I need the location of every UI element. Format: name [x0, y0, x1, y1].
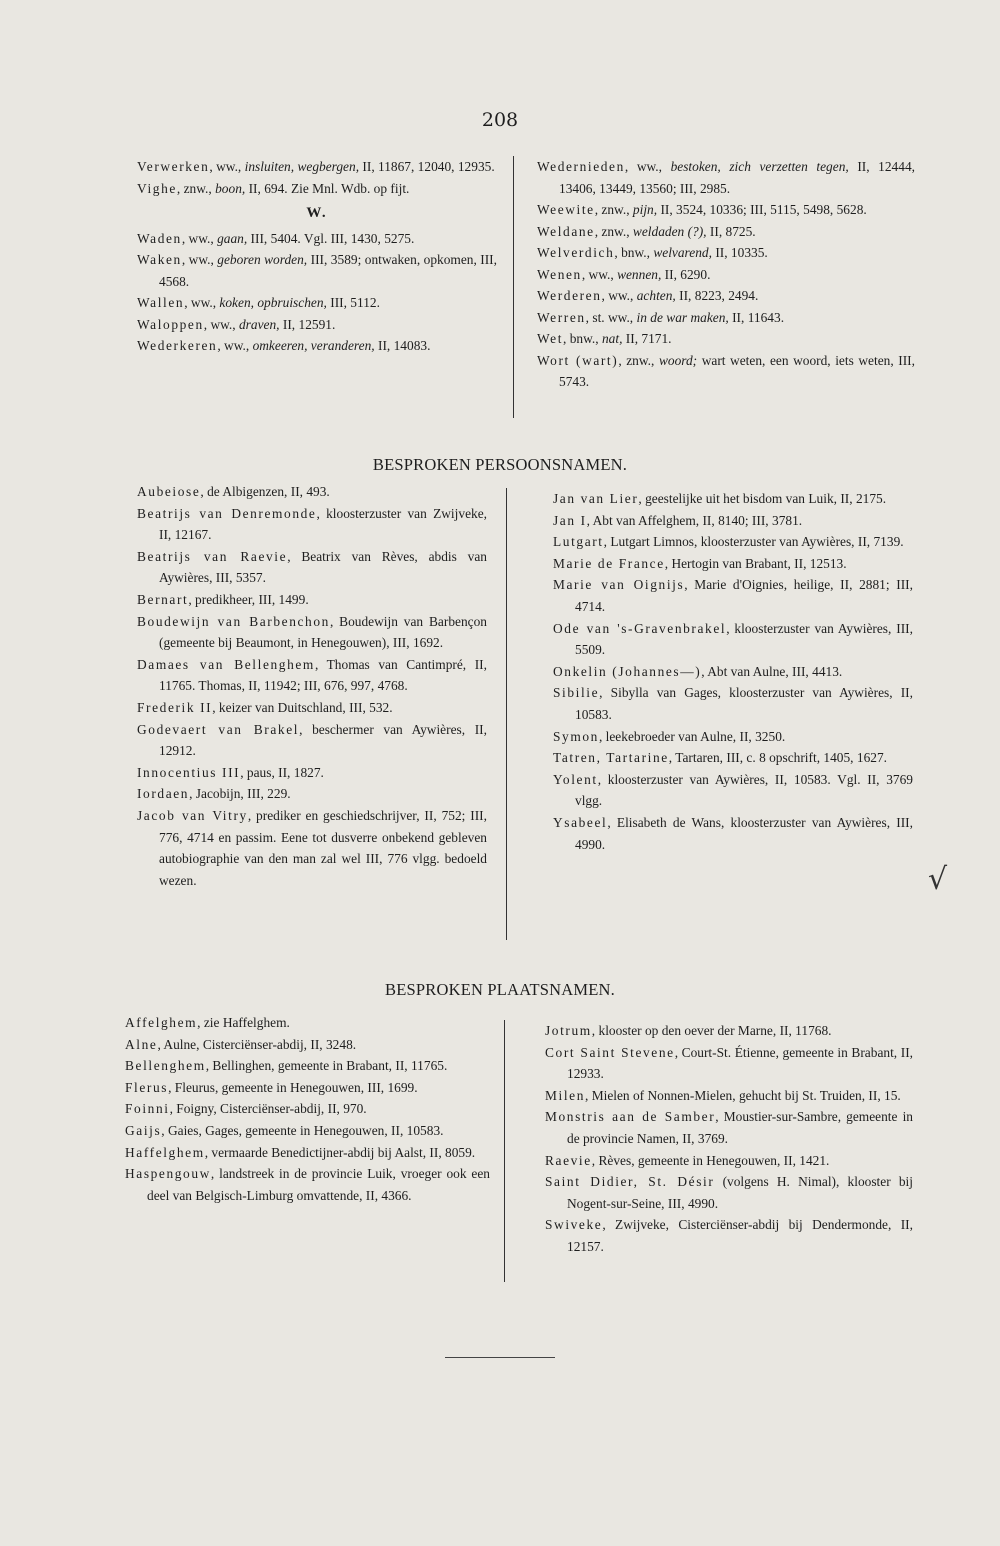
name-entry: [137, 719, 487, 762]
entry-description: , Boudewijn van Barbençon (gemeente bij Beaumont, in Henegouwen), III, 1692.: [159, 613, 487, 651]
entry-description: , Fleurus, gemeente in Henegouwen, III, 1699.: [168, 1079, 418, 1095]
glossary-entry: [537, 199, 915, 221]
entry-headword: Weldane: [537, 223, 595, 239]
entry-description: , beschermer van Aywières, II, 12912.: [159, 721, 487, 759]
handwritten-check-mark: √: [928, 862, 948, 897]
entry-name: Frederik II: [137, 699, 213, 715]
glossary-left-column: [137, 156, 497, 357]
glossary-entry: [537, 328, 915, 350]
entry-description: , landstreek in de provincie Luik, vroeger ook een deel van Belgisch-Limburg omvattende, II, 4366.: [147, 1166, 490, 1203]
column-divider: [504, 1020, 505, 1282]
name-entry: [553, 488, 913, 510]
name-entry: [125, 1055, 490, 1077]
entry-grammar: , ww.,: [181, 230, 218, 246]
glossary-right-column: [537, 156, 915, 393]
entry-meaning: achten,: [636, 288, 676, 303]
entry-description: , Rèves, gemeente in Henegouwen, II, 1421.: [591, 1152, 830, 1168]
page-number: 208: [481, 109, 519, 131]
entry-references: II, 3524, 10336; III, 5115, 5498, 5628.: [657, 202, 867, 217]
entry-references: II, 694. Zie Mnl. Wdb. op fijt.: [245, 180, 410, 196]
entry-meaning: pijn,: [632, 202, 658, 217]
entry-name: Godevaert van Brakel: [137, 721, 300, 737]
entry-name: Haspengouw: [125, 1166, 211, 1182]
end-rule: [445, 1357, 555, 1358]
entry-headword: Waden: [137, 230, 182, 246]
entry-description: , keizer van Duitschland, III, 532.: [212, 699, 393, 715]
name-entry: [545, 1214, 913, 1257]
entry-grammar: , znw.,: [176, 180, 216, 196]
entry-description: , prediker en geschiedschrijver, II, 752; III, 776, 4714 en passim. Eene tot dusverre onbekend gebleven autobiographie van den man zal wel III, 776 vlgg. bedoeld wezen.: [159, 807, 487, 888]
glossary-entry: [537, 285, 915, 307]
name-entry: [125, 1012, 490, 1034]
entry-references: II, 8725.: [706, 223, 756, 239]
persons-left-column: [137, 481, 487, 891]
entry-description: , Abt van Affelghem, II, 8140; III, 3781.: [586, 512, 803, 528]
name-entry: [553, 747, 913, 769]
name-entry: [125, 1034, 490, 1056]
name-entry: [137, 611, 487, 654]
glossary-entry: [537, 156, 915, 199]
entry-references: II, 12444, 13406, 13449, 13560; III, 2985.: [559, 159, 915, 196]
name-entry: [125, 1163, 490, 1206]
name-entry: [553, 618, 913, 661]
entry-meaning: in de war maken,: [636, 309, 729, 325]
glossary-entry: [537, 350, 915, 393]
name-entry: [125, 1077, 490, 1099]
entry-description: , klooster op den oever der Marne, II, 11768.: [591, 1023, 832, 1038]
entry-description: , paus, II, 1827.: [240, 764, 324, 780]
entry-name: Alne: [125, 1036, 158, 1052]
name-entry: [125, 1120, 490, 1142]
entry-name: Marie van Oignijs: [553, 577, 685, 593]
entry-description: , Bellinghen, gemeente in Brabant, II, 11765.: [205, 1058, 448, 1074]
column-divider: [513, 156, 514, 418]
entry-description: (volgens H. Nimal), klooster bij Nogent-sur-Seine, III, 4990.: [567, 1174, 913, 1211]
name-entry: [553, 769, 913, 812]
entry-name: Iordaen: [137, 786, 190, 802]
entry-name: Boudewijn van Barbenchon: [137, 613, 330, 629]
entry-description: , Gaies, Gages, gemeente in Henegouwen, II, 10583.: [161, 1122, 444, 1138]
name-entry: [553, 553, 913, 575]
entry-headword: Wort (wart): [537, 352, 619, 368]
name-entry: [137, 654, 487, 697]
entry-name: Milen: [545, 1087, 585, 1103]
entry-meaning: woord;: [658, 352, 698, 368]
entry-references: III, 5112.: [326, 295, 380, 310]
entry-grammar: , ww.,: [601, 288, 637, 303]
entry-name: Swiveke: [545, 1217, 603, 1233]
entry-references: II, 11643.: [728, 309, 785, 325]
entry-description: , zie Haffelghem.: [197, 1015, 290, 1030]
entry-meaning: wennen,: [617, 266, 662, 282]
entry-headword: Verwerken: [137, 159, 210, 174]
name-entry: [545, 1085, 913, 1107]
entry-grammar: , ww.,: [203, 316, 239, 332]
entry-name: Tatren, Tartarine: [553, 750, 669, 766]
name-entry: [545, 1150, 913, 1172]
entry-name: Marie de France: [553, 555, 665, 571]
column-divider: [506, 488, 507, 940]
entry-name: Haffelghem: [125, 1144, 205, 1160]
entry-headword: Wallen: [137, 295, 185, 310]
entry-meaning: boon,: [215, 180, 246, 196]
entry-name: Monstris aan de Samber: [545, 1109, 716, 1125]
entry-grammar: , ww.,: [209, 159, 245, 174]
glossary-entry: [137, 178, 497, 200]
glossary-entry: [137, 292, 497, 314]
name-entry: [553, 726, 913, 748]
glossary-entry: [137, 228, 497, 250]
entry-name: Sibilie: [553, 685, 600, 701]
entry-name: Jan van Lier: [553, 491, 639, 506]
entry-description: , Court-St. Étienne, gemeente in Brabant, II, 12933.: [567, 1044, 914, 1082]
entry-headword: Werderen: [537, 288, 602, 303]
glossary-entry: [537, 242, 915, 264]
entry-grammar: , ww.,: [581, 266, 618, 282]
entry-name: Jotrum: [545, 1023, 592, 1038]
entry-description: , geestelijke uit het bisdom van Luik, II, 2175.: [638, 491, 887, 506]
entry-name: Aubeiose: [137, 484, 201, 499]
name-entry: [545, 1042, 913, 1085]
name-entry: [553, 812, 913, 855]
entry-name: Onkelin (Johannes—): [553, 663, 702, 679]
entry-references: II, 10335.: [711, 245, 768, 260]
entry-description: , Tartaren, III, c. 8 opschrift, 1405, 1627.: [668, 750, 888, 766]
entry-headword: Vighe: [137, 180, 177, 196]
persons-right-column: [553, 488, 913, 855]
entry-name: Raevie: [545, 1152, 592, 1168]
name-entry: [125, 1098, 490, 1120]
entry-meaning: bestoken, zich verzetten tegen,: [670, 159, 849, 174]
entry-description: , Lutgart Limnos, kloosterzuster van Aywières, II, 7139.: [603, 534, 904, 550]
entry-description: , kloosterzuster van Zwijveke, II, 12167.: [159, 505, 487, 543]
name-entry: [553, 661, 913, 683]
entry-description: , Foigny, Cisterciënser-abdij, II, 970.: [169, 1101, 367, 1117]
name-entry: [545, 1171, 913, 1214]
entry-description: , kloosterzuster van Aywières, III, 5509.: [575, 620, 913, 658]
entry-meaning: draven,: [238, 316, 280, 332]
entry-description: , leekebroeder van Aulne, II, 3250.: [598, 728, 786, 744]
entry-references: III, 3589; ontwaken, opkomen, III, 4568.: [159, 252, 497, 289]
entry-meaning: koken, opbruischen,: [219, 295, 327, 310]
name-entry: [545, 1106, 913, 1149]
entry-description: , Jacobijn, III, 229.: [189, 786, 291, 802]
name-entry: [553, 574, 913, 617]
entry-name: Affelghem: [125, 1015, 198, 1030]
entry-meaning: nat,: [601, 331, 623, 346]
entry-name: Ysabeel: [553, 814, 608, 830]
entry-meaning: insluiten, wegbergen,: [244, 159, 360, 174]
entry-name: Foinni: [125, 1101, 170, 1117]
entry-description: , Moustier-sur-Sambre, gemeente in de provincie Namen, II, 3769.: [567, 1109, 913, 1146]
entry-grammar: , ww.,: [624, 159, 671, 174]
name-entry: [137, 546, 487, 589]
entry-name: Beatrijs van Denremonde: [137, 505, 317, 521]
entry-description: , Marie d'Oignies, heilige, II, 2881; III, 4714.: [575, 577, 913, 614]
entry-meaning: weldaden (?),: [632, 223, 707, 239]
glossary-entry: [137, 314, 497, 336]
entry-name: Symon: [553, 728, 599, 744]
entry-headword: Waken: [137, 252, 182, 267]
name-entry: [125, 1142, 490, 1164]
entry-meaning: gaan,: [217, 230, 248, 246]
entry-description: , Zwijveke, Cisterciënser-abdij bij Dendermonde, II, 12157.: [567, 1217, 913, 1254]
name-entry: [553, 682, 913, 725]
entry-headword: Wedernieden: [537, 159, 625, 174]
glossary-entry: [537, 264, 915, 286]
entry-grammar: , znw.,: [618, 352, 659, 368]
entry-name: Lutgart: [553, 534, 604, 550]
entry-grammar: , ww.,: [181, 252, 218, 267]
glossary-entry: [137, 249, 497, 292]
entry-references: wart weten, een woord, iets weten, III, 5743.: [559, 352, 915, 389]
places-right-column: [545, 1020, 913, 1258]
entry-headword: Werren: [537, 309, 586, 325]
entry-name: Innocentius III: [137, 764, 241, 780]
entry-references: II, 14083.: [374, 338, 431, 353]
name-entry: [545, 1020, 913, 1042]
name-entry: [137, 805, 487, 891]
entry-name: Bernart: [137, 591, 189, 607]
entry-references: II, 7171.: [622, 331, 672, 346]
entry-references: II, 12591.: [279, 316, 336, 332]
entry-description: , Elisabeth de Wans, kloosterzuster van Aywières, III, 4990.: [575, 814, 913, 852]
entry-headword: Wet: [537, 331, 564, 346]
name-entry: [553, 510, 913, 532]
entry-description: , kloosterzuster van Aywières, II, 10583. Vgl. II, 3769 vlgg.: [575, 771, 913, 809]
entry-headword: Wenen: [537, 266, 582, 282]
entry-references: III, 5404. Vgl. III, 1430, 5275.: [247, 230, 415, 246]
persons-section-title: BESPROKEN PERSOONSNAMEN.: [372, 455, 628, 474]
entry-name: Cort Saint Stevene: [545, 1044, 675, 1060]
entry-description: , Mielen of Nonnen-Mielen, gehucht bij St. Truiden, II, 15.: [585, 1087, 901, 1103]
places-left-column: [125, 1012, 490, 1206]
entry-description: , Sibylla van Gages, kloosterzuster van Aywières, II, 10583.: [575, 685, 913, 722]
entry-name: Flerus: [125, 1079, 169, 1095]
entry-description: , Beatrix van Rèves, abdis van Aywières, III, 5357.: [159, 548, 487, 586]
entry-headword: Waloppen: [137, 316, 204, 332]
entry-description: , Abt van Aulne, III, 4413.: [701, 663, 843, 679]
entry-references: II, 6290.: [661, 266, 711, 282]
entry-description: , Thomas van Cantimpré, II, 11765. Thomas, II, 11942; III, 676, 997, 4768.: [159, 656, 487, 694]
entry-name: Yolent: [553, 771, 598, 787]
name-entry: [553, 531, 913, 553]
entry-name: Damaes van Bellenghem: [137, 656, 315, 672]
entry-grammar: , bnw.,: [614, 245, 654, 260]
entry-name: Gaijs: [125, 1122, 162, 1138]
entry-grammar: , ww.,: [184, 295, 220, 310]
entry-grammar: , bnw.,: [563, 331, 602, 346]
entry-grammar: , znw.,: [594, 223, 633, 239]
entry-headword: Weewite: [537, 202, 595, 217]
entry-name: Ode van 's-Gravenbrakel: [553, 620, 727, 636]
section-letter: W.: [306, 205, 328, 221]
name-entry: [137, 697, 487, 719]
name-entry: [137, 589, 487, 611]
glossary-entry: [537, 221, 915, 243]
entry-meaning: welvarend,: [653, 245, 712, 260]
entry-headword: Wederkeren: [137, 338, 218, 353]
entry-meaning: geboren worden,: [217, 252, 308, 267]
glossary-entry: [137, 156, 497, 178]
entry-name: Saint Didier, St. Désir: [545, 1174, 715, 1190]
entry-grammar: , ww.,: [217, 338, 253, 353]
entry-grammar: , st. ww.,: [585, 309, 637, 325]
entry-headword: Welverdich: [537, 245, 615, 260]
entry-references: II, 8223, 2494.: [675, 288, 759, 303]
name-entry: [137, 503, 487, 546]
entry-description: , predikheer, III, 1499.: [188, 591, 309, 607]
name-entry: [137, 762, 487, 784]
entry-description: , Aulne, Cisterciënser-abdij, II, 3248.: [157, 1036, 357, 1052]
entry-description: , Hertogin van Brabant, II, 12513.: [664, 555, 847, 571]
entry-description: , vermaarde Benedictijner-abdij bij Aalst, II, 8059.: [204, 1144, 476, 1160]
glossary-entry: [537, 307, 915, 329]
entry-references: II, 11867, 12040, 12935.: [359, 159, 495, 174]
places-section-title: BESPROKEN PLAATSNAMEN.: [385, 980, 615, 999]
glossary-entry: [137, 335, 497, 357]
entry-name: Beatrijs van Raevie: [137, 548, 288, 564]
entry-meaning: omkeeren, veranderen,: [252, 338, 375, 353]
entry-name: Bellenghem: [125, 1058, 206, 1074]
entry-name: Jacob van Vitry: [137, 807, 248, 823]
name-entry: [137, 783, 487, 805]
entry-description: , de Albigenzen, II, 493.: [200, 484, 330, 499]
entry-name: Jan I: [553, 512, 587, 528]
name-entry: [137, 481, 487, 503]
entry-grammar: , znw.,: [594, 202, 633, 217]
